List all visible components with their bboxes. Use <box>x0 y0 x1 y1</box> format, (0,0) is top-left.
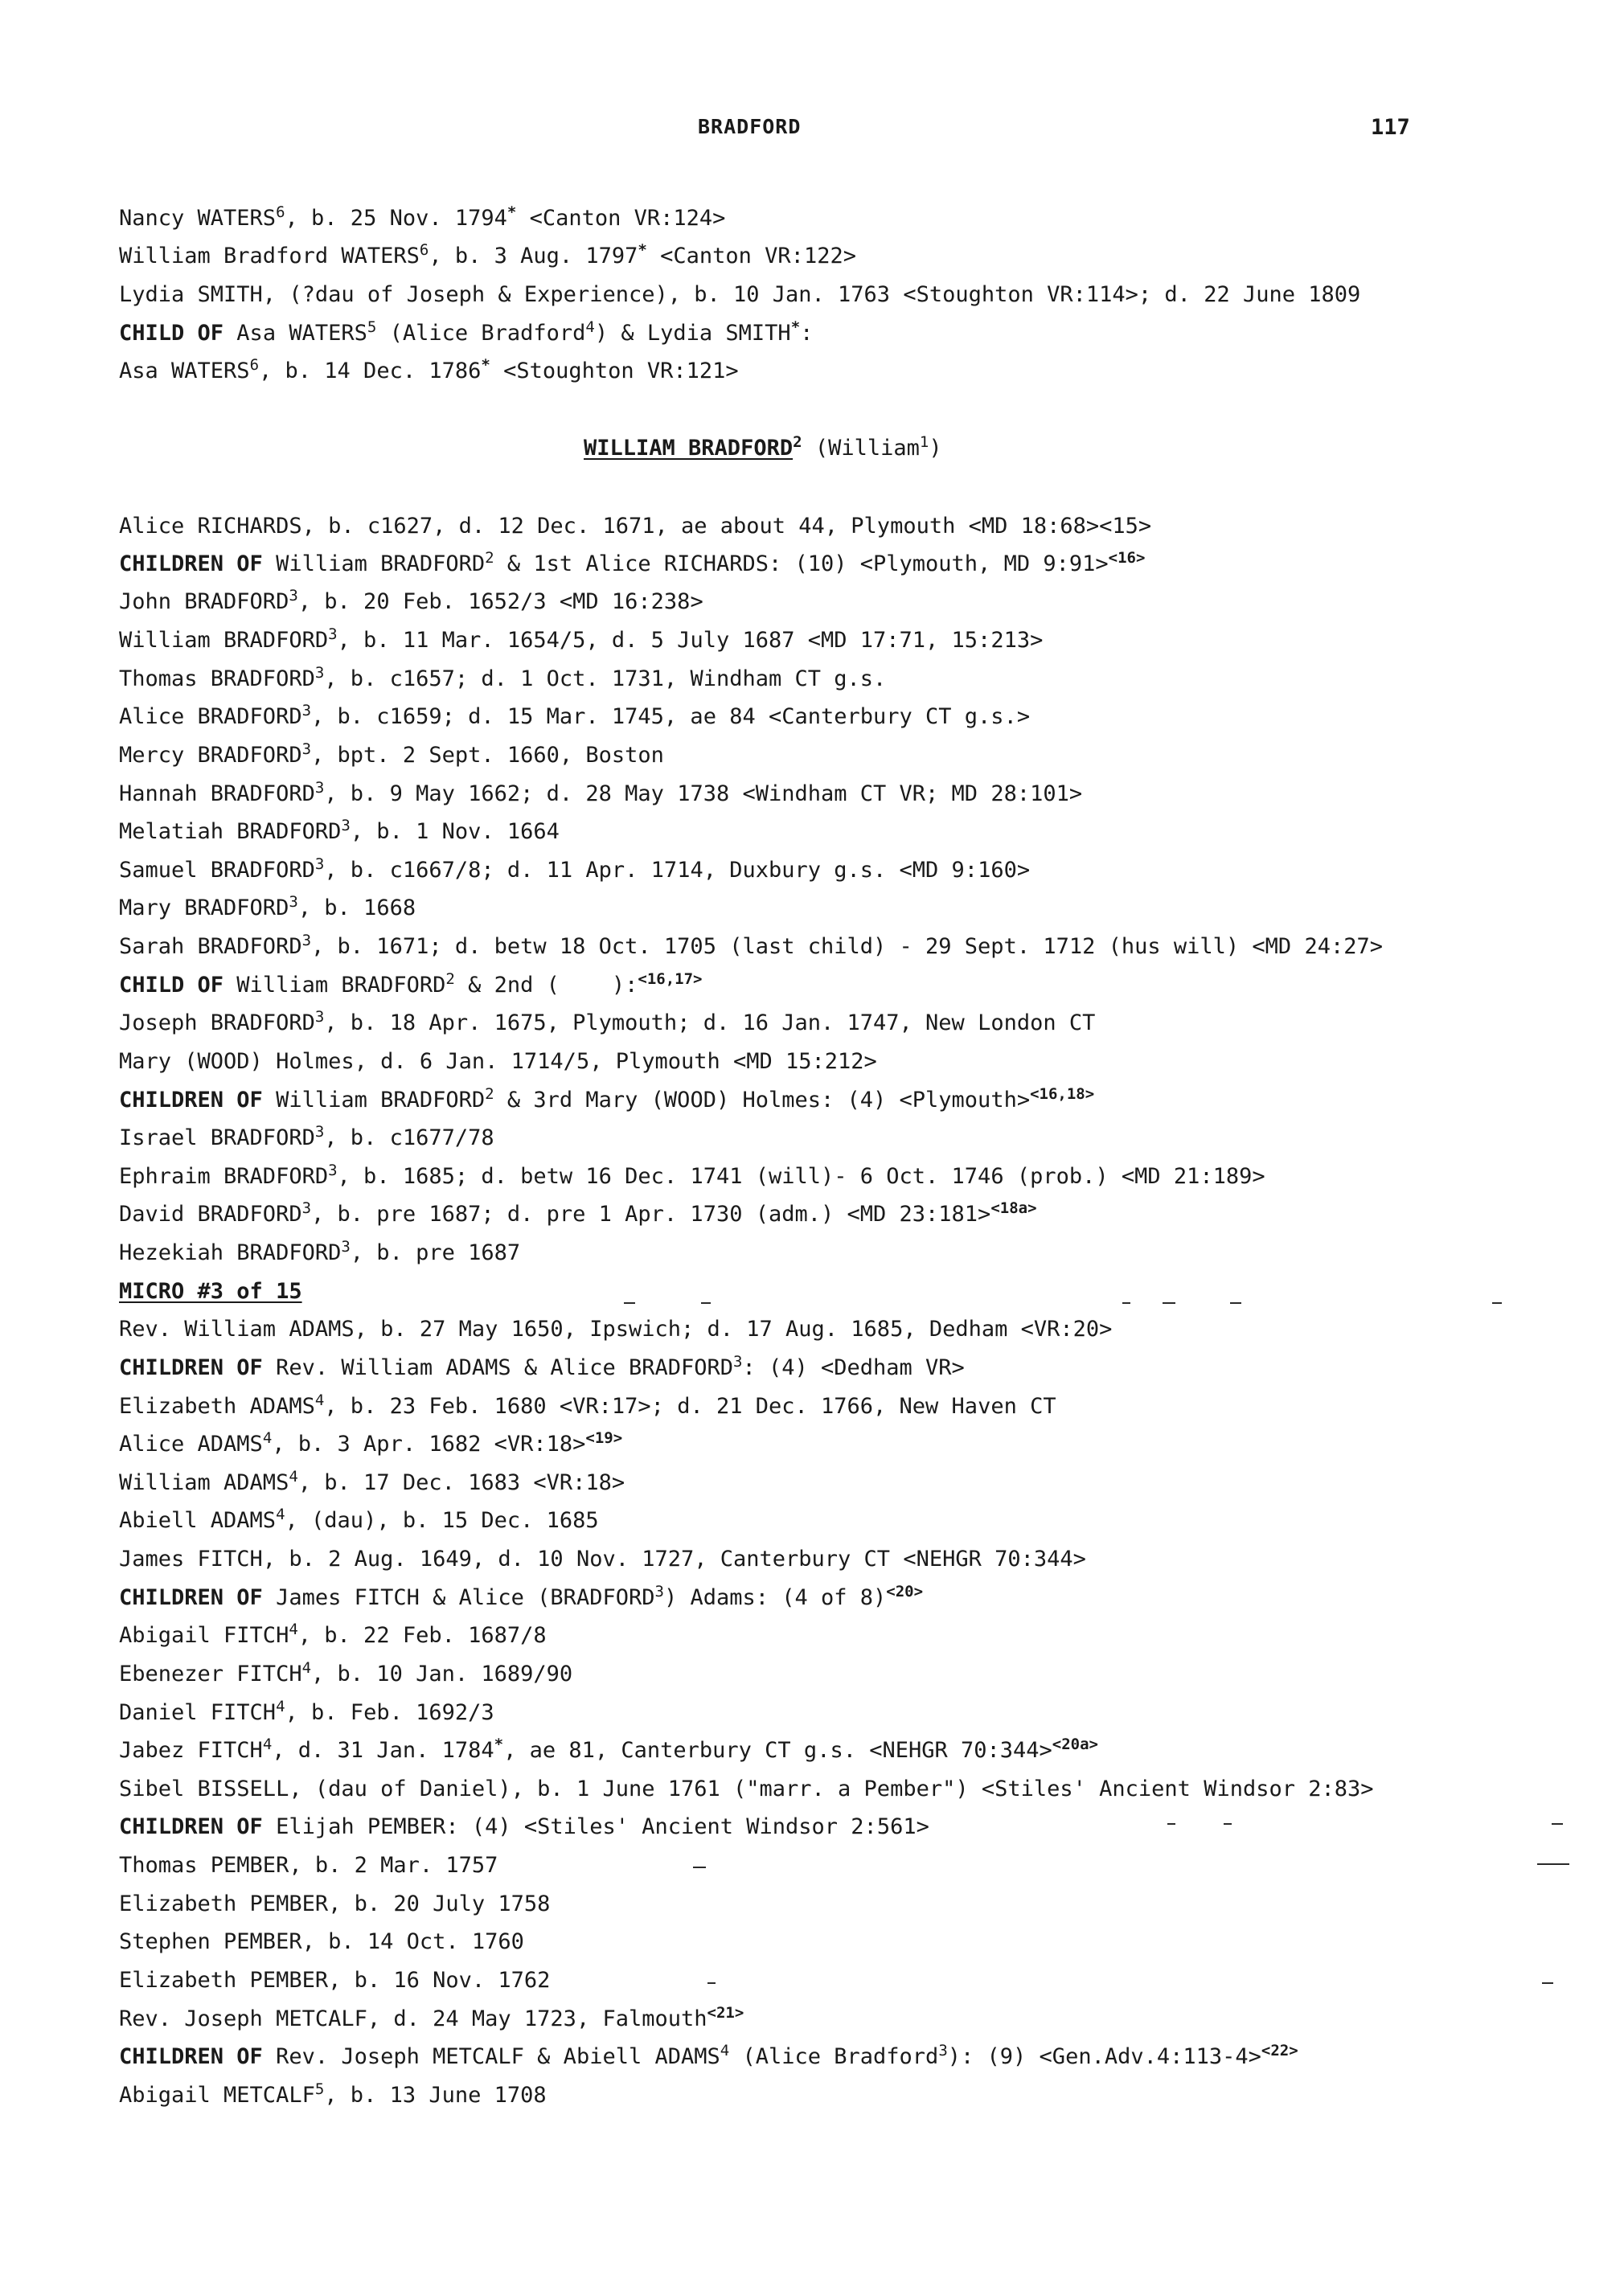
entry-line: Ebenezer FITCH$^4$, b. 10 Jan. 1689/90 <box>119 1659 573 1686</box>
entry-line: Rev. Joseph METCALF, d. 24 May 1723, Falmouth$^{<21>}$ <box>119 2004 744 2031</box>
entry-line: Elizabeth PEMBER, b. 20 July 1758 <box>119 1891 551 1916</box>
entry-line: Lydia SMITH, (?dau of Joseph & Experience), b. 10 Jan. 1763 <Stoughton VR:114>; d. 22 June 1809 <box>119 282 1361 307</box>
entry-line: Sarah BRADFORD$^3$, b. 1671; d. betw 18 Oct. 1705 (last child) - 29 Sept. 1712 (hus will) <MD 24:27> <box>119 932 1383 959</box>
children-heading-line: CHILD OF William BRADFORD$^2$ & 2nd ( ):$^{<16,17>}$ <box>119 970 703 998</box>
entry-line: Elizabeth ADAMS$^4$, b. 23 Feb. 1680 <VR:17>; d. 21 Dec. 1766, New Haven CT <box>119 1391 1056 1419</box>
entry-line: Asa WATERS$^6$, b. 14 Dec. 1786* <Stoughton VR:121> <box>119 356 739 383</box>
entry-line: William BRADFORD$^3$, b. 11 Mar. 1654/5, d. 5 July 1687 <MD 17:71, 15:213> <box>119 625 1044 653</box>
entry-line: James FITCH, b. 2 Aug. 1649, d. 10 Nov. 1727, Canterbury CT <NEHGR 70:344> <box>119 1547 1086 1572</box>
children-heading-line: CHILDREN OF James FITCH & Alice (BRADFORD$^3$) Adams: (4 of 8)$^{<20>}$ <box>119 1583 924 1610</box>
entry-line: David BRADFORD$^3$, b. pre 1687; d. pre 1 Apr. 1730 (adm.) <MD 23:181>$^{<18a>}$ <box>119 1199 1037 1227</box>
running-title: BRADFORD <box>698 115 802 138</box>
entry-line: Samuel BRADFORD$^3$, b. c1667/8; d. 11 Apr. 1714, Duxbury g.s. <MD 9:160> <box>119 855 1031 883</box>
entry-line: Abiell ADAMS$^4$, (dau), b. 15 Dec. 1685 <box>119 1506 599 1533</box>
entry-line: Rev. William ADAMS, b. 27 May 1650, Ipswich; d. 17 Aug. 1685, Dedham <VR:20> <box>119 1317 1113 1342</box>
entry-line: William ADAMS$^4$, b. 17 Dec. 1683 <VR:18> <box>119 1468 625 1495</box>
entry-line: Thomas PEMBER, b. 2 Mar. 1757 <box>119 1853 498 1878</box>
entry-line: Mary BRADFORD$^3$, b. 1668 <box>119 893 416 920</box>
entry-line: Daniel FITCH$^4$, b. Feb. 1692/3 <box>119 1698 494 1725</box>
entry-line: Stephen PEMBER, b. 14 Oct. 1760 <box>119 1929 524 1954</box>
entry-line: Mary (WOOD) Holmes, d. 6 Jan. 1714/5, Plymouth <MD 15:212> <box>119 1049 877 1074</box>
entry-line: Elizabeth PEMBER, b. 16 Nov. 1762 <box>119 1968 551 1993</box>
entry-line: Ephraim BRADFORD$^3$, b. 1685; d. betw 16 Dec. 1741 (will)- 6 Oct. 1746 (prob.) <MD 21:189> <box>119 1162 1265 1189</box>
entry-line: Alice ADAMS$^4$, b. 3 Apr. 1682 <VR:18>$^{<19>}$ <box>119 1429 623 1457</box>
entry-line: Israel BRADFORD$^3$, b. c1677/78 <box>119 1123 494 1150</box>
entry-line: Jabez FITCH$^4$, d. 31 Jan. 1784*, ae 81, Canterbury CT g.s. <NEHGR 70:344>$^{<20a>}$ <box>119 1736 1098 1763</box>
children-heading-line: CHILDREN OF Rev. William ADAMS & Alice BRADFORD$^3$: (4) <Dedham VR> <box>119 1353 965 1380</box>
children-heading-line: CHILDREN OF Rev. Joseph METCALF & Abiell ADAMS$^4$ (Alice Bradford$^3$): (9) <Gen.Adv.4:113-4>$^{<22>}$ <box>119 2042 1298 2069</box>
entry-line: Joseph BRADFORD$^3$, b. 18 Apr. 1675, Plymouth; d. 16 Jan. 1747, New London CT <box>119 1008 1096 1035</box>
entry-line: Sibel BISSELL, (dau of Daniel), b. 1 June 1761 ("marr. a Pember") <Stiles' Ancient Windsor 2:83> <box>119 1777 1374 1801</box>
children-heading-line: CHILDREN OF William BRADFORD$^2$ & 1st Alice RICHARDS: (10) <Plymouth, MD 9:91>$^{<16>}$ <box>119 549 1146 576</box>
section-heading-name: WILLIAM BRADFORD <box>584 436 794 461</box>
children-heading-line: CHILDREN OF William BRADFORD$^2$ & 3rd Mary (WOOD) Holmes: (4) <Plymouth>$^{<16,18>}$ <box>119 1085 1095 1113</box>
micro-label: MICRO #3 of 15 <box>119 1279 302 1304</box>
entry-line: Hezekiah BRADFORD$^3$, b. pre 1687 <box>119 1238 521 1265</box>
entry-line: Abigail FITCH$^4$, b. 22 Feb. 1687/8 <box>119 1621 547 1648</box>
entry-line: Alice BRADFORD$^3$, b. c1659; d. 15 Mar. 1745, ae 84 <Canterbury CT g.s.> <box>119 702 1031 729</box>
entry-line: Hannah BRADFORD$^3$, b. 9 May 1662; d. 28 May 1738 <Windham CT VR; MD 28:101> <box>119 779 1083 806</box>
document-page: BRADFORD 117 Nancy WATERS$^6$, b. 25 Nov. 1794* <Canton VR:124> William Bradford WATERS$^6$, b. 3 Aug. 1797* <Canton VR:122> Lydia SMITH, (?dau of Joseph & Experience), b. 10 Jan. 1763 <Stoughton VR:114>; d. 22 June 1809 CHILD OF Asa WATERS$^5$ (Alice Bradford$^4$) & Lydia SMITH*: Asa WATERS$^6$, b. 14 Dec. 1786* <Stoughton VR:121> Alice RICHARDS, b. c1627, d. 12 Dec. 1671, ae about 44, Plymouth <MD 18:68><15> CHILDREN OF William BRADFORD$^2$ & 1st Alice RICHARDS: (10) <Plymouth, MD 9:91>$^{<16>}$ John BRADFORD$^3$, b. 20 Feb. 1652/3 <MD 16:238> William BRADFORD$^3$, b. 11 Mar. 1654/5, d. 5 July 1687 <MD 17:71, 15:213> Thomas BRADFORD$^3$, b. c1657; d. 1 Oct. 1731, Windham CT g.s. Alice BRADFORD$^3$, b. c1659; d. 15 Mar. 1745, ae 84 <Canterbury CT g.s.> Mercy BRADFORD$^3$, bpt. 2 Sept. 1660, Boston Hannah BRADFORD$^3$, b. 9 May 1662; d. 28 May 1738 <Windham CT VR; MD 28:101> Melatiah BRADFORD$^3$, b. 1 Nov. 1664 Samuel BRADFORD$^3$, b. c1667/8; d. 11 Apr. 1714, Duxbury g.s. <MD 9:160> Mary BRADFORD$^3$, b. 1668 Sarah BRADFORD$^3$, b. 1671; d. betw 18 Oct. 1705 (last child) - 29 Sept. 1712 (hus will) <MD 24:27> CHILD OF William BRADFORD$^2$ & 2nd ( ):$^{<16,17>}$ Joseph BRADFORD$^3$, b. 18 Apr. 1675, Plymouth; d. 16 Jan. 1747, New London CT Mary (WOOD) Holmes, d. 6 Jan. 1714/5, Plymouth <MD 15:212> CHILDREN OF William BRADFORD$^2$ & 3rd Mary (WOOD) Holmes: (4) <Plymouth>$^{<16,18>}$ Israel BRADFORD$^3$, b. c1677/78 Ephraim BRADFORD$^3$, b. 1685; d. betw 16 Dec. 1741 (will)- 6 Oct. 1746 (prob.) <MD 21:189> David BRADFORD$^3$, b. pre 1687; d. pre 1 Apr. 1730 (adm.) <MD 23:181>$^{<18a>}$ Hezekiah BRADFORD$^3$, b. pre 1687 MICRO #3 of 15 Rev. William ADAMS, b. 27 May 1650, Ipswich; d. 17 Aug. 1685, Dedham <VR:20> CHILDREN OF Rev. William ADAMS & Alice BRADFORD$^3$: (4) <Dedham VR> Elizabeth ADAMS$^4$, b. 23 Feb. 1680 <VR:17>; d. 21 Dec. 1766, New Haven CT Alice ADAMS$^4$, b. 3 Apr. 1682 <VR:18>$^{<19>}$ William ADAMS$^4$, b. 17 Dec. 1683 <VR:18> Abiell ADAMS$^4$, (dau), b. 15 Dec. 1685 James FITCH, b. 2 Aug. 1649, d. 10 Nov. 1727, Canterbury CT <NEHGR 70:344> CHILDREN OF James FITCH & Alice (BRADFORD$^3$) Adams: (4 of 8)$^{<20>}$ Abigail FITCH$^4$, b. 22 Feb. 1687/8 Ebenezer FITCH$^4$, b. 10 Jan. 1689/90 Daniel FITCH$^4$, b. Feb. 1692/3 Jabez FITCH$^4$, d. 31 Jan. 1784*, ae 81, Canterbury CT g.s. <NEHGR 70:344>$^{<20a>}$ Sibel BISSELL, (dau of Daniel), b. 1 June 1761 ("marr. a Pember") <Stiles' Ancient Windsor 2:83> CHILDREN OF Elijah PEMBER: (4) <Stiles' Ancient Windsor 2:561> Thomas PEMBER, b. 2 Mar. 1757 Elizabeth PEMBER, b. 20 July 1758 Stephen PEMBER, b. 14 Oct. 1760 Elizabeth PEMBER, b. 16 Nov. 1762 Rev. Joseph METCALF, d. 24 May 1723, Falmouth$^{<21>}$ CHILDREN OF Rev. Joseph METCALF & Abiell ADAMS$^4$ (Alice Bradford$^3$): (9) <Gen.Adv.4:113-4>$^{<22>}$ Abigail METCALF$^5$, b. 13 June 1708 WILLIAM BRADFORD$^2$ (William$^1$) <box>0 0 1624 2291</box>
entry-line: Abigail METCALF$^5$, b. 13 June 1708 <box>119 2080 547 2108</box>
entry-line: William Bradford WATERS$^6$, b. 3 Aug. 1797* <Canton VR:122> <box>119 241 856 268</box>
entry-line: Alice RICHARDS, b. c1627, d. 12 Dec. 1671, ae about 44, Plymouth <MD 18:68><15> <box>119 514 1152 539</box>
entry-line: Nancy WATERS$^6$, b. 25 Nov. 1794* <Canton VR:124> <box>119 203 726 231</box>
running-head <box>0 115 1624 144</box>
entry-line: Melatiah BRADFORD$^3$, b. 1 Nov. 1664 <box>119 817 560 844</box>
entry-line: Mercy BRADFORD$^3$, bpt. 2 Sept. 1660, Boston <box>119 740 664 768</box>
children-heading-line: CHILDREN OF Elijah PEMBER: (4) <Stiles' Ancient Windsor 2:561> <box>119 1814 929 1839</box>
entry-line: John BRADFORD$^3$, b. 20 Feb. 1652/3 <MD 16:238> <box>119 587 703 614</box>
children-heading-line: CHILD OF Asa WATERS$^5$ (Alice Bradford$^4$) & Lydia SMITH*: <box>119 318 814 346</box>
page-number: 117 <box>1371 115 1410 140</box>
entry-line: Thomas BRADFORD$^3$, b. c1657; d. 1 Oct. 1731, Windham CT g.s. <box>119 664 887 691</box>
